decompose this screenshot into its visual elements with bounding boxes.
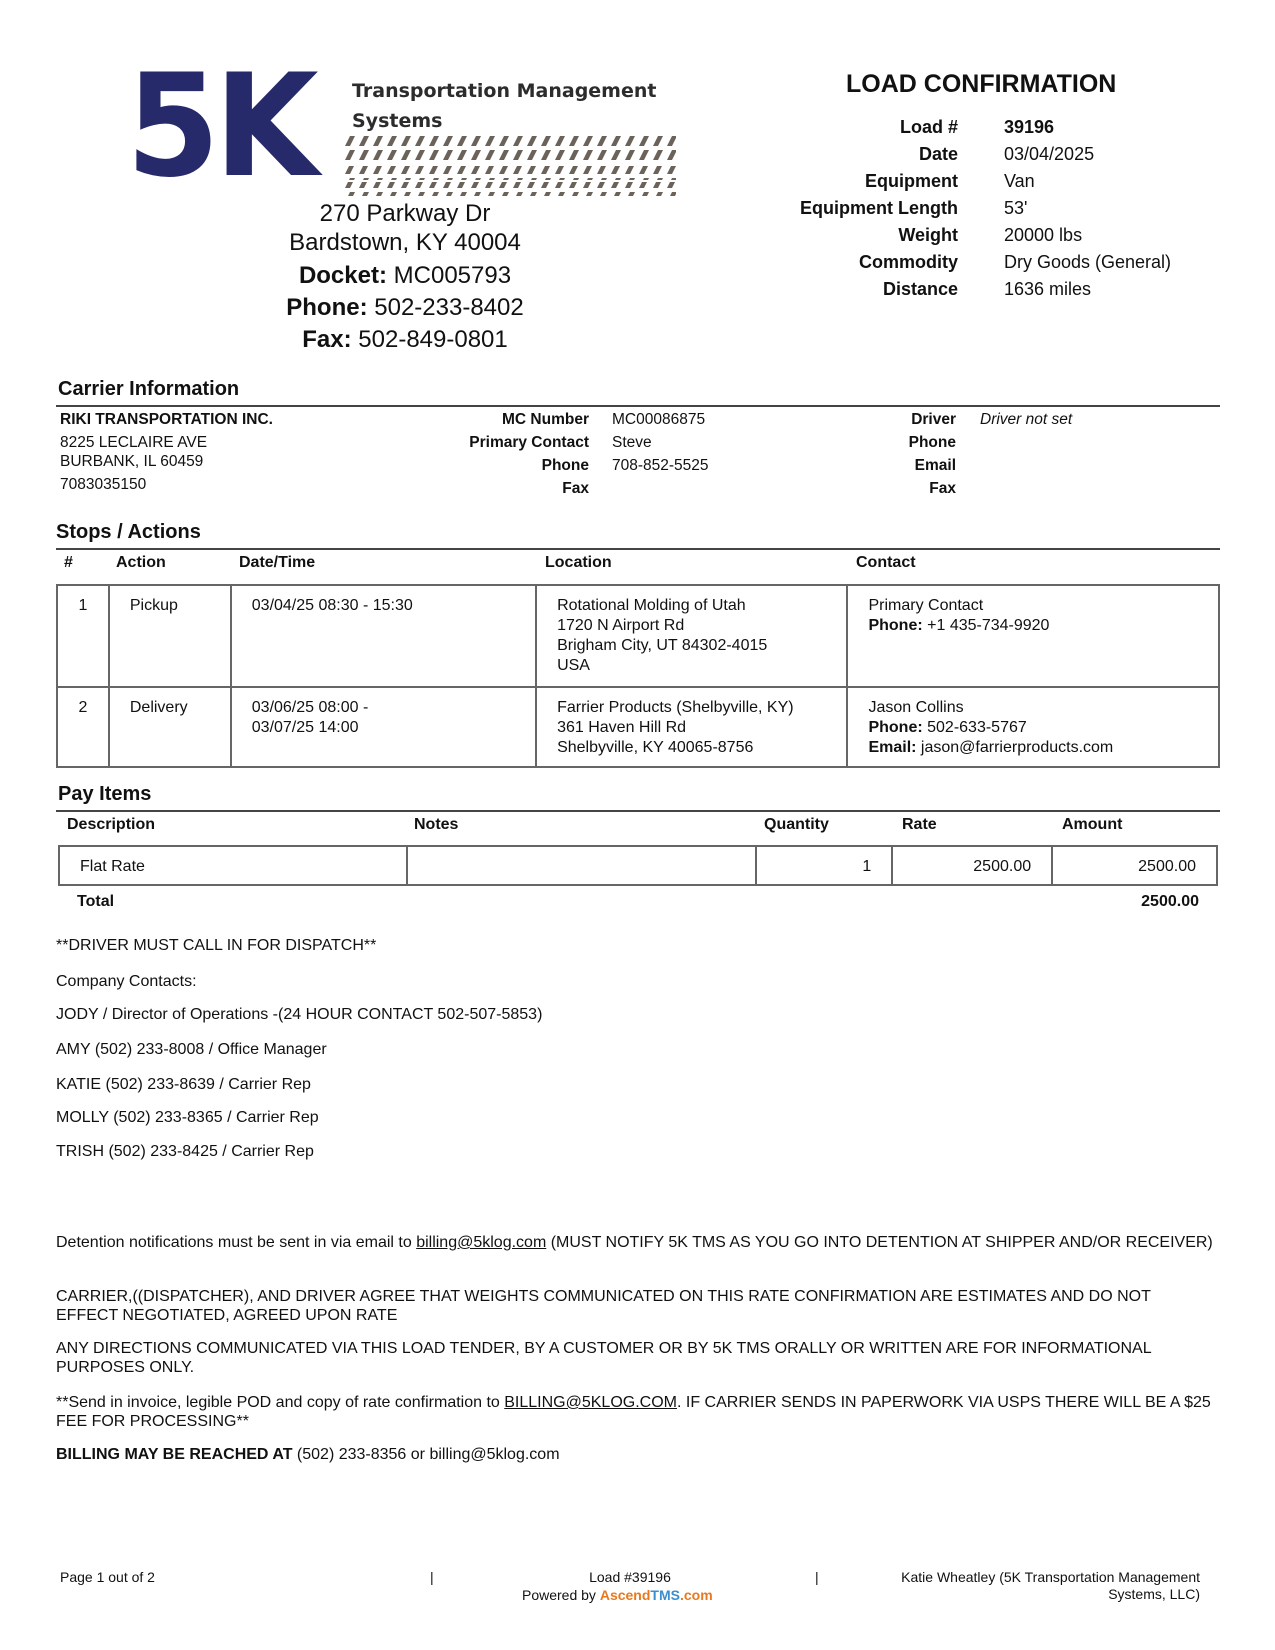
pay-item-quantity: 1 [756, 846, 893, 885]
stop-location-name: Rotational Molding of Utah [557, 597, 746, 614]
carrier-fax-label: Fax [562, 480, 589, 497]
stop-location-country: USA [557, 657, 590, 674]
carrier-phone-value: 708-852-5525 [612, 457, 709, 474]
mc-number-label: MC Number [502, 411, 589, 428]
logo-mark: 5K [126, 44, 314, 209]
brand-com: .com [679, 1587, 713, 1603]
company-city: Bardstown, KY 40004 [289, 229, 521, 256]
stop-row [57, 687, 1219, 767]
driver-fax-label: Fax [929, 480, 956, 497]
driver-phone-label: Phone [908, 434, 956, 451]
equipment-length-label: Equipment Length [800, 198, 958, 218]
company-contacts-title: Company Contacts: [56, 973, 197, 990]
directions-notice: ANY DIRECTIONS COMMUNICATED VIA THIS LOAD TENDER, BY A CUSTOMER OR BY 5K TMS ORALLY OR WRITTEN ARE FOR INFORMATIONAL PURPOSES ONLY. [56, 1340, 1152, 1376]
stop-datetime [231, 585, 536, 687]
company-street: 270 Parkway Dr [319, 200, 491, 227]
pay-header-description: Description [67, 816, 156, 833]
docket-value: MC005793 [393, 262, 512, 289]
company-phone [240, 294, 570, 322]
driver-label: Driver [911, 411, 956, 428]
company-contact-item: KATIE (502) 233-8639 / Carrier Rep [56, 1076, 311, 1093]
footer-user-line-1: Katie Wheatley (5K Transportation Management [901, 1569, 1200, 1585]
company-logo [126, 44, 682, 209]
pay-item-description: Flat Rate [59, 846, 407, 885]
stop-contact-name: Primary Contact [868, 597, 984, 614]
stop-contact-email-label: Email: [868, 739, 917, 756]
stop-location-name: Farrier Products (Shelbyville, KY) [557, 699, 794, 716]
docket-label: Docket: [298, 262, 387, 289]
logo-tagline [352, 76, 672, 136]
equipment-value: Van [1004, 171, 1035, 191]
company-contact-item: TRISH (502) 233-8425 / Carrier Rep [56, 1143, 314, 1160]
footer-user [901, 1569, 1200, 1603]
date-value: 03/04/2025 [1004, 144, 1095, 164]
stop-location-street: 1720 N Airport Rd [557, 617, 685, 634]
primary-contact-value: Steve [612, 434, 652, 451]
company-phone-label: Phone: [286, 294, 368, 321]
footer-load-number: Load #39196 [589, 1569, 671, 1585]
stops-table [56, 584, 1220, 768]
stop-contact-phone-label: Phone: [868, 719, 923, 736]
pay-item-row [59, 846, 1217, 885]
stop-number: 1 [57, 585, 109, 687]
detention-notice-text: Detention notifications must be sent in via email to [56, 1234, 417, 1251]
footer-separator: | [815, 1569, 819, 1585]
stop-datetime-end: 03/07/25 14:00 [251, 719, 359, 736]
carrier-main-phone: 7083035150 [60, 476, 147, 493]
stops-header-datetime: Date/Time [239, 554, 316, 571]
pay-header-rate: Rate [902, 816, 937, 833]
distance-label: Distance [882, 279, 958, 299]
company-contact-item: JODY / Director of Operations -(24 HOUR CONTACT 502-507-5853) [56, 1006, 543, 1023]
stop-contact-phone-value: 502-633-5767 [927, 719, 1027, 736]
primary-contact-label: Primary Contact [469, 434, 589, 451]
stop-contact-phone [868, 616, 1204, 636]
billing-contact-label: BILLING MAY BE REACHED AT [56, 1446, 293, 1463]
dispatch-note: **DRIVER MUST CALL IN FOR DISPATCH** [56, 937, 377, 954]
company-contact-item: AMY (502) 233-8008 / Office Manager [56, 1041, 327, 1058]
carrier-address-1: 8225 LECLAIRE AVE [60, 434, 208, 451]
company-docket [240, 262, 570, 290]
brand-ascend: Ascend [599, 1587, 651, 1603]
tire-tread-graphic [344, 134, 676, 196]
pay-item-rate: 2500.00 [892, 846, 1052, 885]
equipment-length-value: 53' [1004, 198, 1028, 218]
distance-value: 1636 miles [1004, 279, 1092, 299]
billing-contact [56, 1445, 1216, 1464]
weight-value: 20000 lbs [1004, 225, 1083, 245]
invoice-notice-tail: . IF CARRIER SENDS IN PAPERWORK VIA USPS THERE WILL BE A $25 FEE FOR PROCESSING** [56, 1394, 1211, 1430]
powered-by [522, 1587, 713, 1603]
driver-email-label: Email [914, 457, 956, 474]
powered-by-text: Powered by [522, 1587, 600, 1603]
pay-items-table [58, 845, 1218, 886]
pay-items-divider [56, 810, 1220, 812]
stop-contact-phone [868, 718, 1204, 738]
stop-number: 2 [57, 687, 109, 767]
equipment-label: Equipment [865, 171, 958, 191]
brand-tms: TMS [650, 1587, 680, 1603]
stop-datetime-start: 03/06/25 08:00 - [251, 699, 369, 716]
stop-row [57, 585, 1219, 687]
stops-section-title: Stops / Actions [56, 521, 201, 543]
pay-total-label: Total [77, 893, 115, 910]
stop-action: Pickup [109, 585, 231, 687]
date-label: Date [918, 144, 958, 164]
load-number-value: 39196 [1004, 117, 1055, 137]
company-phone-value: 502-233-8402 [374, 294, 524, 321]
carrier-section-title: Carrier Information [58, 378, 240, 400]
stop-location [536, 585, 847, 687]
detention-notice-tail: (MUST NOTIFY 5K TMS AS YOU GO INTO DETENTION AT SHIPPER AND/OR RECEIVER) [546, 1234, 1213, 1251]
stops-header-location: Location [545, 554, 612, 571]
stop-contact-phone-value: +1 435-734-9920 [927, 617, 1050, 634]
stop-location [536, 687, 847, 767]
carrier-divider [56, 405, 1220, 407]
stop-contact [847, 687, 1219, 767]
pay-item-notes [407, 846, 755, 885]
company-fax-value: 502-849-0801 [358, 326, 508, 353]
footer-user-line-2: Systems, LLC) [1108, 1586, 1200, 1602]
stop-contact-name: Jason Collins [868, 699, 964, 716]
stop-action: Delivery [109, 687, 231, 767]
stops-header-contact: Contact [856, 554, 916, 571]
stop-contact-email-value: jason@farrierproducts.com [920, 739, 1114, 756]
stops-divider [56, 548, 1220, 550]
invoice-notice-text: **Send in invoice, legible POD and copy of rate confirmation to [56, 1394, 505, 1411]
company-fax-label: Fax: [302, 326, 352, 353]
stop-location-city: Shelbyville, KY 40065-8756 [557, 739, 754, 756]
pay-header-quantity: Quantity [764, 816, 829, 833]
footer-separator: | [430, 1569, 434, 1585]
page-number: Page 1 out of 2 [60, 1569, 155, 1585]
pay-items-section-title: Pay Items [58, 783, 152, 805]
weight-label: Weight [898, 225, 958, 245]
stop-contact [847, 585, 1219, 687]
logo-tagline-line-2: Systems [352, 110, 443, 132]
stop-contact-email [868, 738, 1204, 758]
invoice-notice [56, 1393, 1216, 1431]
stop-datetime-line: 03/04/25 08:30 - 15:30 [251, 597, 413, 614]
stop-contact-phone-label: Phone: [868, 617, 923, 634]
load-number-label: Load # [899, 117, 958, 137]
carrier-address-2: BURBANK, IL 60459 [60, 453, 204, 470]
company-fax [240, 326, 570, 354]
stops-header-action: Action [116, 554, 166, 571]
invoice-email-link[interactable]: BILLING@5KLOG.COM [504, 1394, 677, 1411]
commodity-label: Commodity [859, 252, 958, 272]
company-contact-item: MOLLY (502) 233-8365 / Carrier Rep [56, 1109, 319, 1126]
load-confirmation-title: LOAD CONFIRMATION [846, 70, 1117, 98]
pay-item-amount: 2500.00 [1052, 846, 1217, 885]
stop-location-city: Brigham City, UT 84302-4015 [557, 637, 768, 654]
stops-header-number: # [64, 554, 73, 571]
weights-notice: CARRIER,((DISPATCHER), AND DRIVER AGREE THAT WEIGHTS COMMUNICATED ON THIS RATE CONFIRMATION ARE ESTIMATES AND DO NOT EFFECT NEGOTIATED, AGREED UPON RATE [56, 1288, 1151, 1324]
stop-datetime [231, 687, 536, 767]
carrier-phone-label: Phone [541, 457, 589, 474]
logo-tagline-line-1: Transportation Management [352, 80, 657, 102]
carrier-name: RIKI TRANSPORTATION INC. [60, 411, 273, 428]
driver-value: Driver not set [980, 411, 1073, 428]
pay-header-notes: Notes [414, 816, 459, 833]
billing-contact-value: (502) 233-8356 or billing@5klog.com [292, 1446, 560, 1463]
pay-header-amount: Amount [1062, 816, 1123, 833]
detention-email-link[interactable]: billing@5klog.com [416, 1234, 547, 1251]
detention-notice [56, 1233, 1216, 1252]
commodity-value: Dry Goods (General) [1004, 252, 1172, 272]
mc-number-value: MC00086875 [612, 411, 706, 428]
stop-location-street: 361 Haven Hill Rd [557, 719, 687, 736]
pay-total-value: 2500.00 [1141, 893, 1199, 910]
